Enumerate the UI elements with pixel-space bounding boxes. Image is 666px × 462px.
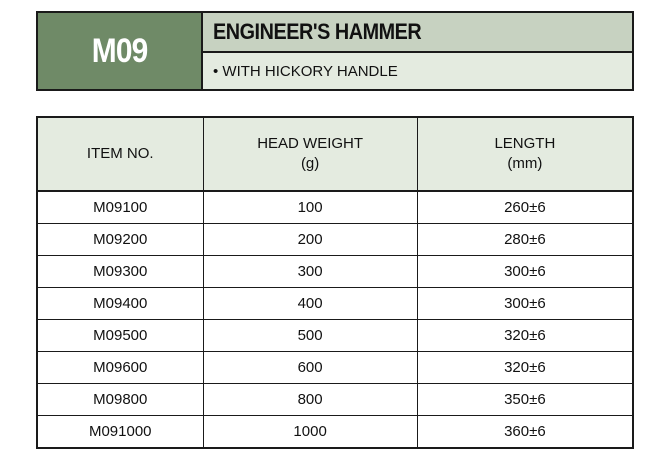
table-row: [37, 288, 633, 320]
length-cell: 350±6: [417, 384, 633, 416]
column-header-label: HEAD WEIGHT: [257, 135, 364, 152]
table-row: [37, 352, 633, 384]
head-weight-cell: 1000: [203, 416, 417, 449]
item-number-cell: M09100: [37, 191, 203, 224]
table-row: [37, 191, 633, 224]
head-weight-cell: 500: [203, 320, 417, 352]
product-title-row: [203, 13, 632, 53]
table-row: [37, 416, 633, 449]
column-header-length: [417, 117, 633, 191]
column-header-head-weight: [203, 117, 417, 191]
item-number-cell: M09800: [37, 384, 203, 416]
length-cell: 300±6: [417, 288, 633, 320]
product-title-column: [203, 13, 632, 89]
product-feature-row: [203, 53, 632, 89]
item-number-cell: M09600: [37, 352, 203, 384]
table-row: [37, 224, 633, 256]
length-cell: 260±6: [417, 191, 633, 224]
head-weight-cell: 100: [203, 191, 417, 224]
head-weight-cell: 200: [203, 224, 417, 256]
product-header: [36, 11, 634, 91]
item-number-cell: M09500: [37, 320, 203, 352]
spec-table: [36, 116, 634, 449]
column-header-label: LENGTH: [494, 135, 556, 152]
length-cell: 300±6: [417, 256, 633, 288]
item-number-cell: M09400: [37, 288, 203, 320]
head-weight-cell: 400: [203, 288, 417, 320]
product-title: ENGINEER'S HAMMER: [213, 19, 422, 44]
length-cell: 360±6: [417, 416, 633, 449]
item-number-cell: M09200: [37, 224, 203, 256]
table-row: [37, 256, 633, 288]
column-header-label: ITEM NO.: [86, 145, 154, 162]
item-number-cell: M09300: [37, 256, 203, 288]
product-code-box: [38, 13, 203, 89]
product-code: M09: [91, 31, 148, 70]
length-cell: 320±6: [417, 352, 633, 384]
item-number-cell: M091000: [37, 416, 203, 449]
length-cell: 320±6: [417, 320, 633, 352]
spec-table-header-row: [37, 117, 633, 191]
head-weight-cell: 800: [203, 384, 417, 416]
column-header-unit: (mm): [507, 155, 543, 172]
head-weight-cell: 600: [203, 352, 417, 384]
table-row: [37, 384, 633, 416]
product-feature: • WITH HICKORY HANDLE: [213, 62, 398, 80]
length-cell: 280±6: [417, 224, 633, 256]
table-row: [37, 320, 633, 352]
column-header-item-no: [37, 117, 203, 191]
head-weight-cell: 300: [203, 256, 417, 288]
column-header-unit: (g): [300, 155, 320, 172]
